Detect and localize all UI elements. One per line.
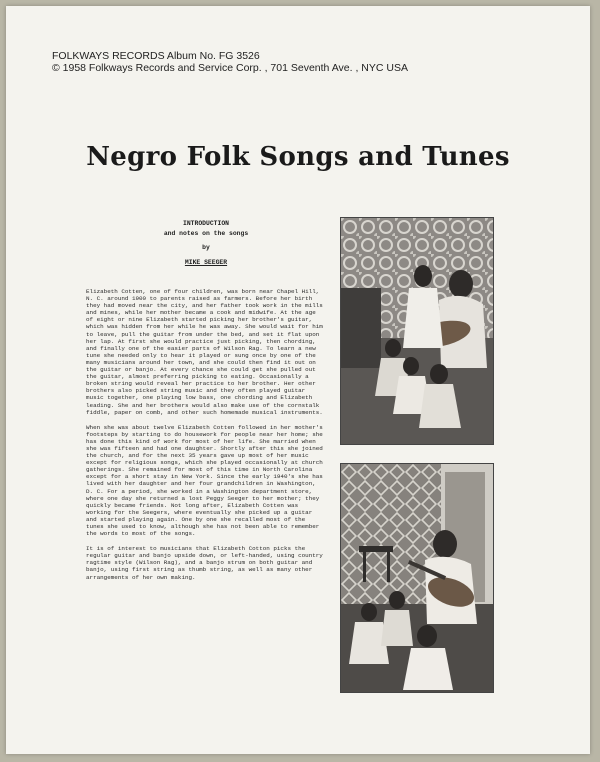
intro-by: by bbox=[202, 244, 210, 252]
album-number-line: FOLKWAYS RECORDS Album No. FG 3526 bbox=[52, 50, 260, 62]
paragraph-early-life: Elizabeth Cotten, one of four children, was born near Chapel Hill, N. C. around 1900 to parents raised as farmers. Before her birth they had moved near the city, and her father took work in the mills and mines, while her mother became a cook and midwife. At the age of eight or nine Elizabeth started picking her brother's guitar, which was hidden from her while he was away. She would wait for him to leave, pull the guitar from under the bed, and set it flat upon her lap. At first she would practice just picking, then chording, and finally one of the easier parts of Wilson Rag. To learn a new tune she needed only to hear it played or sung once by one of the many musicians around her town, and she could then find it out on the guitar or banjo. At every chance she could get she pulled out the guitar, almost preferring picking to eating. Occasionally a broken string would reveal her practice to her brother. Her other brothers also picked string music and they often played guitar music together, one playing low bass, one chording and Elizabeth leading. She and her brothers would also make use of the cornstalk fiddle, paper on comb, and other such homemade musical instruments. bbox=[86, 288, 323, 416]
page-title: Negro Folk Songs and Tunes bbox=[86, 142, 510, 172]
paragraph-later-life: When she was about twelve Elizabeth Cotten followed in her mother's footsteps by starting to do housework for people near her home; she has done this kind of work for most of her life. She married when she was fifteen and had one daughter. Shortly after this she joined the church, and for the next 35 years gave up most of her music except for religious songs, which she played occasionally at church gatherings. She remained for most of this time in North Carolina except for a short stay in New York. Since the early 1940's she has lived with her daughter and her four grandchildren in Washington, D. C. For a period, she worked in a Washington department store, where one day she returned a lost Peggy Seeger to her mother; they quickly became friends. Not long after, Elizabeth Cotten was working for the Seegers, where eventually she picked up a guitar and started playing again. One by one she recalled most of the tunes she used to know, although she has not been able to remember the words to most of the songs. bbox=[86, 423, 323, 538]
body-text bbox=[86, 288, 324, 589]
intro-line-introduction: INTRODUCTION bbox=[182, 220, 230, 227]
photo-1-image bbox=[341, 218, 493, 444]
intro-heading bbox=[96, 220, 316, 268]
copyright-line: © 1958 Folkways Records and Service Corp. , 701 Seventh Ave. , NYC USA bbox=[52, 62, 408, 74]
photo-cotten-with-children bbox=[340, 217, 494, 445]
liner-notes-page bbox=[6, 6, 590, 754]
paragraph-technique: It is of interest to musicians that Elizabeth Cotton picks the regular guitar and banjo upside down, or left-handed, using country ragtime style (Wilson Rag), and a banjo strum on both guitar and banjo, using first string as thumb string, as well as many other arrangements of her own making. bbox=[86, 545, 323, 581]
intro-author: MIKE SEEGER bbox=[184, 258, 228, 266]
photo-cotten-playing-guitar bbox=[340, 463, 494, 693]
album-header bbox=[52, 50, 408, 74]
photo-2-image bbox=[341, 464, 493, 692]
intro-line-notes: and notes on the songs bbox=[163, 229, 249, 237]
